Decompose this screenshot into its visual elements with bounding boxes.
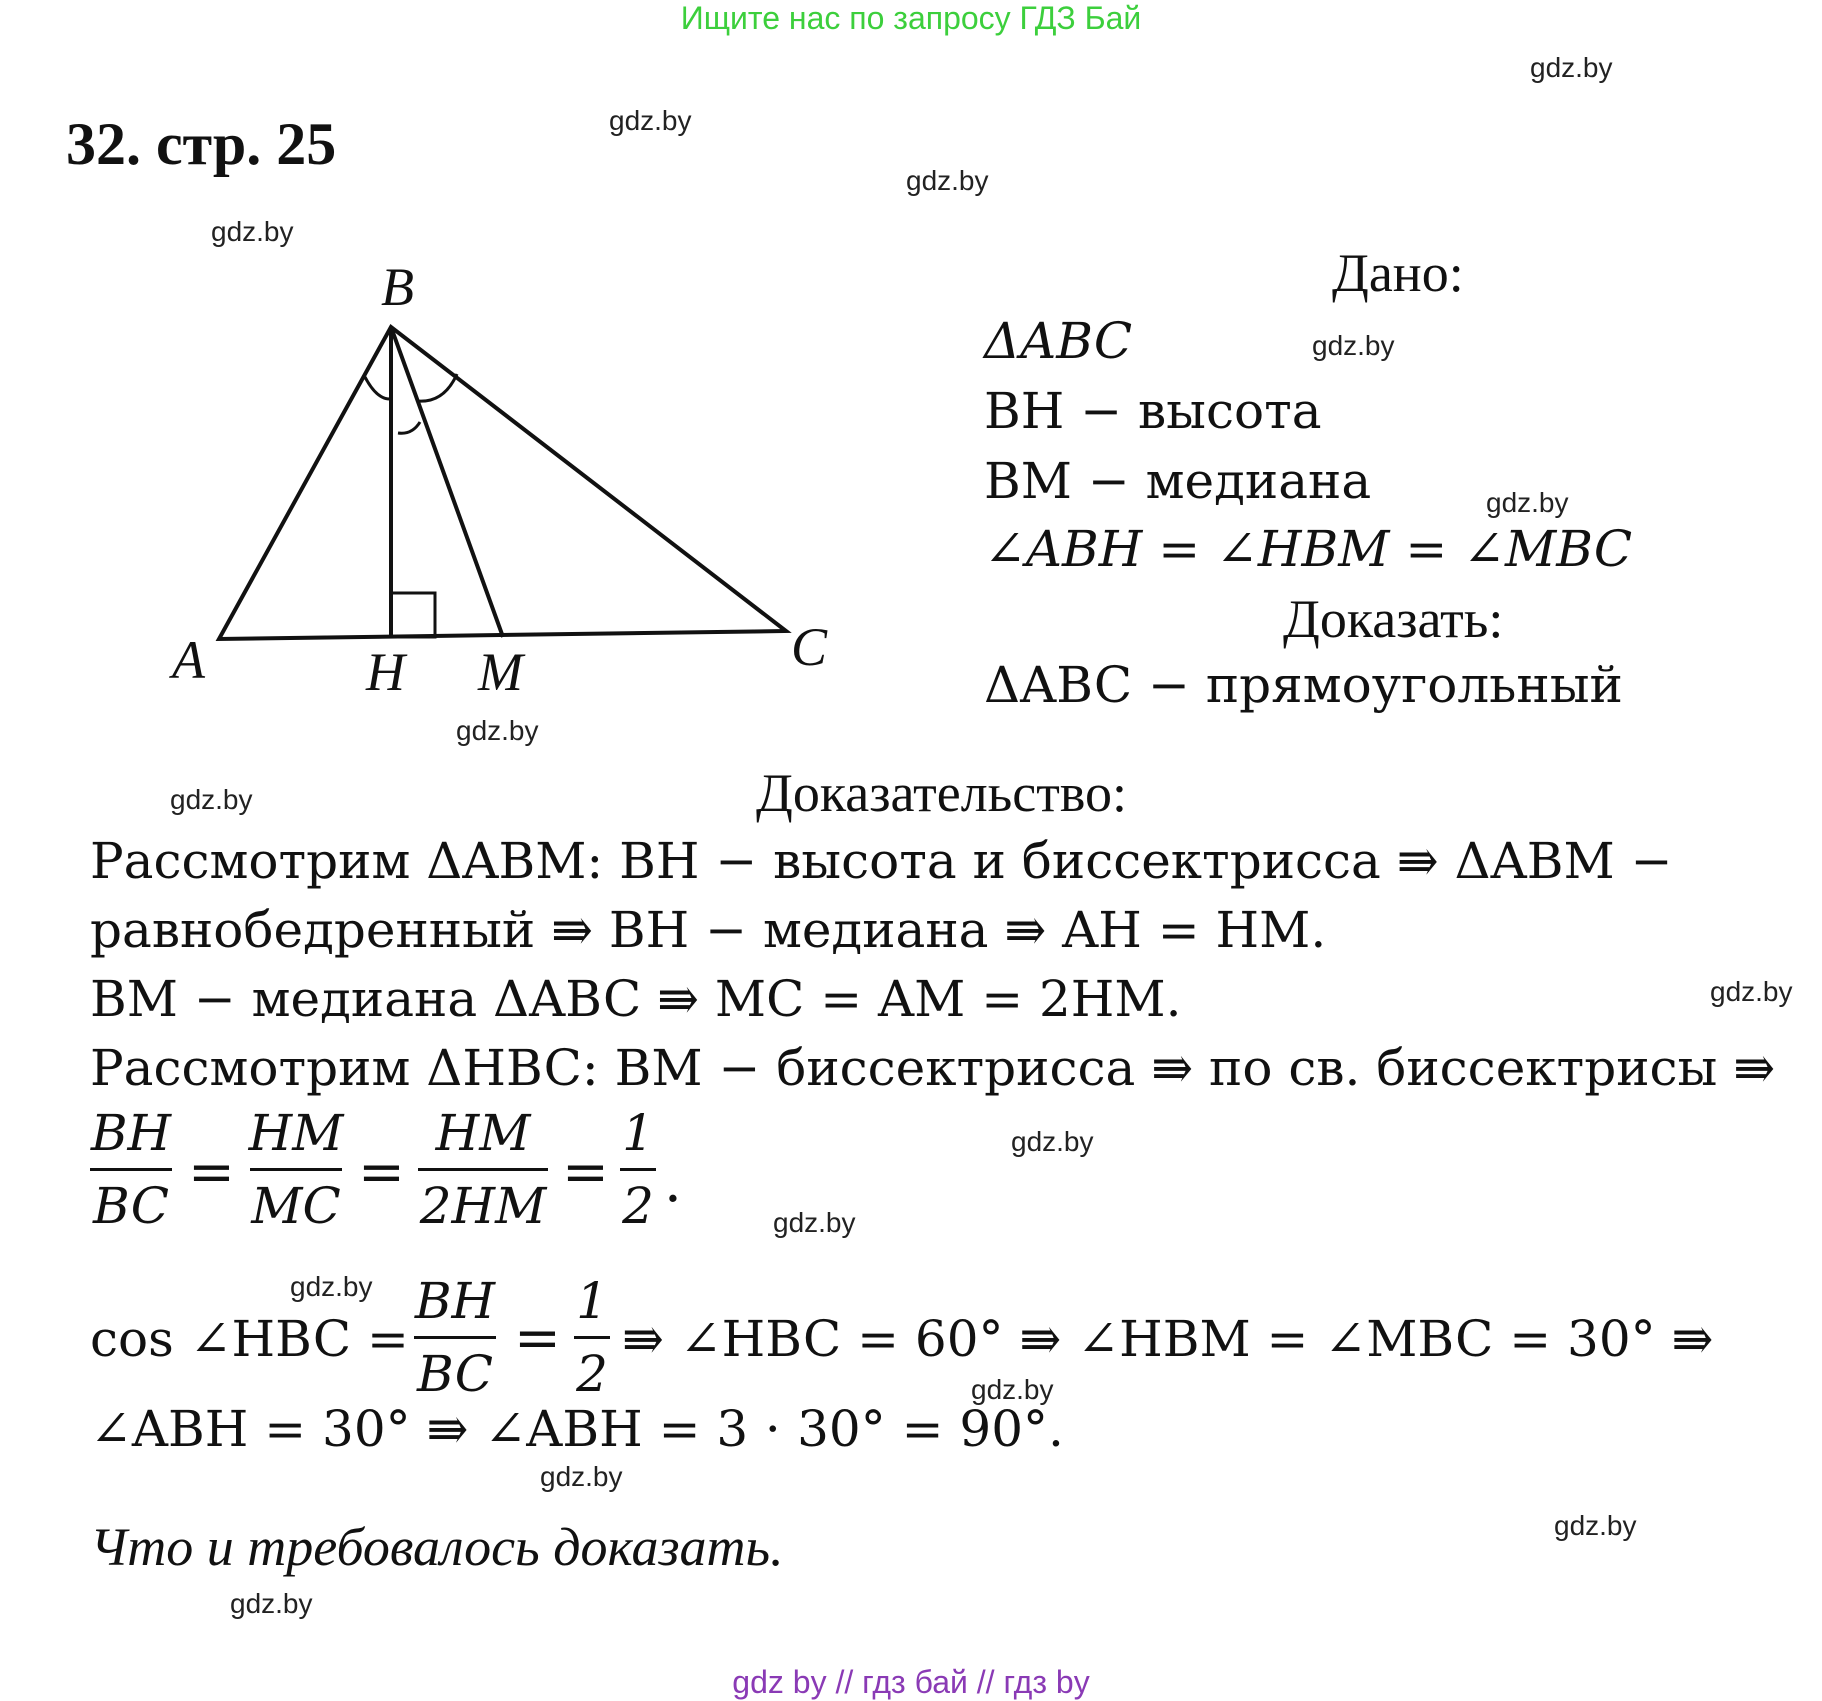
equals-sign: =: [188, 1140, 235, 1205]
angle-arc-abh: [365, 377, 391, 399]
label-h: H: [366, 642, 405, 702]
fraction-1-2: 1 2: [574, 1266, 610, 1409]
fraction-hm-mc: HM MC: [248, 1104, 344, 1235]
watermark: gdz.by: [1530, 52, 1613, 83]
given-angles: ∠ABH = ∠HBM = ∠MBC: [984, 520, 1633, 578]
equals-sign: =: [514, 1306, 561, 1371]
median-bm: [391, 327, 503, 637]
watermark: gdz.by: [971, 1374, 1054, 1405]
watermark: gdz.by: [1011, 1126, 1094, 1157]
label-b: B: [381, 257, 414, 317]
label-c: C: [791, 617, 828, 677]
proof-line-3: BM − медиана ΔABC ⇛ MC = AM = 2HM.: [90, 970, 1182, 1028]
angle-arc-mbc: [418, 374, 457, 401]
proof-heading: Доказательство:: [756, 763, 1127, 823]
given-heading: Дано:: [1332, 243, 1464, 303]
prove-heading: Доказать:: [1283, 589, 1504, 649]
fraction-hm-2hm: HM 2HM: [419, 1104, 547, 1235]
watermark: gdz.by: [211, 216, 294, 247]
watermark: gdz.by: [906, 165, 989, 196]
right-angle-mark: [391, 593, 435, 637]
cos-suffix: ⇛ ∠HBC = 60° ⇛ ∠HBM = ∠MBC = 30° ⇛: [622, 1310, 1714, 1368]
watermark: gdz.by: [609, 105, 692, 136]
task-title: 32. стр. 25: [66, 111, 337, 177]
proof-line-4: Рассмотрим ΔHBC: BM − биссектрисса ⇛ по св. биссектрисы ⇛: [90, 1039, 1776, 1097]
watermark: gdz.by: [540, 1461, 623, 1492]
watermark: gdz.by: [1486, 487, 1569, 518]
given-altitude: BH − высота: [984, 382, 1322, 440]
watermark: gdz.by: [456, 715, 539, 746]
given-median: BM − медиана: [984, 452, 1372, 510]
label-m: M: [478, 642, 523, 702]
equals-sign: =: [562, 1140, 609, 1205]
period: .: [664, 1150, 682, 1215]
watermark: gdz.by: [773, 1207, 856, 1238]
cos-prefix: cos ∠HBC =: [90, 1310, 409, 1368]
triangle-abc: [219, 327, 786, 639]
proof-line-2: равнобедренный ⇛ BH − медиана ⇛ AH = HM.: [90, 901, 1327, 959]
fraction-bh-bc: BH BC: [90, 1104, 172, 1235]
equals-sign: =: [358, 1140, 405, 1205]
footer-links[interactable]: gdz by // гдз бай // гдз by: [732, 1664, 1090, 1700]
watermark: gdz.by: [170, 784, 253, 815]
watermark: gdz.by: [1554, 1510, 1637, 1541]
fraction-bh-bc: BH BC: [414, 1272, 496, 1403]
proof-line-1: Рассмотрим ΔABM: BH − высота и биссектрисса ⇛ ΔABM −: [90, 832, 1673, 890]
watermark: gdz.by: [1312, 330, 1395, 361]
watermark: gdz.by: [1710, 976, 1793, 1007]
conclusion: Что и требовалось доказать.: [90, 1517, 784, 1577]
angle-arc-hbm: [398, 422, 420, 433]
label-a: A: [172, 630, 205, 690]
watermark: gdz.by: [230, 1588, 313, 1619]
prove-statement: ΔABC − прямоугольный: [984, 656, 1623, 714]
given-triangle: ΔABC: [984, 312, 1133, 370]
proof-final-line: ∠ABH = 30° ⇛ ∠ABH = 3 ⋅ 30° = 90°.: [90, 1400, 1064, 1458]
fraction-1-2: 1 2: [620, 1098, 656, 1241]
watermark: gdz.by: [290, 1271, 373, 1302]
search-banner: Ищите нас по запросу ГДЗ Бай: [680, 0, 1142, 36]
